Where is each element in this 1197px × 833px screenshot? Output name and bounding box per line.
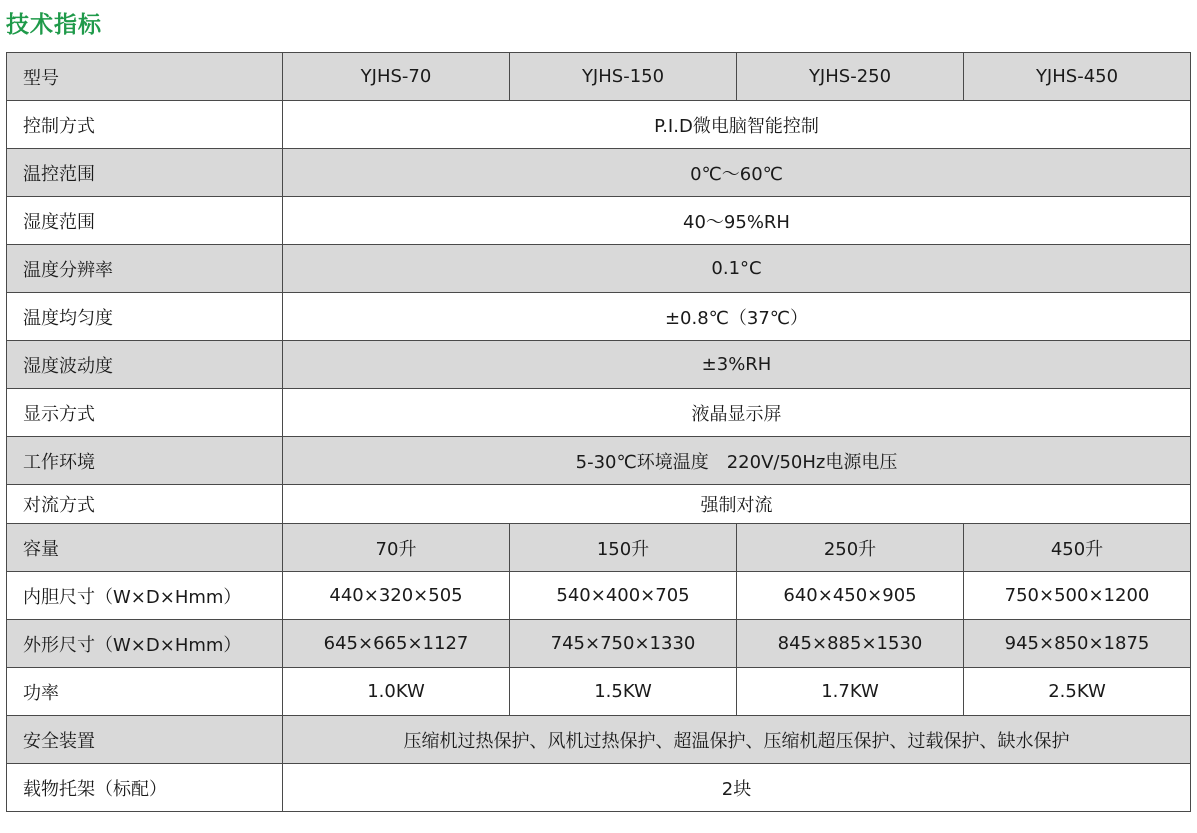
outer-size-cell: 845×885×1530 <box>737 620 964 668</box>
row-model <box>7 53 1191 101</box>
row-label: 内胆尺寸（W×D×Hmm） <box>7 572 283 620</box>
outer-size-cell: 745×750×1330 <box>510 620 737 668</box>
capacity-cell: 250升 <box>737 524 964 572</box>
inner-size-cell: 640×450×905 <box>737 572 964 620</box>
row-label: 工作环境 <box>7 437 283 485</box>
row-value: 0℃～60℃ <box>283 149 1191 197</box>
row-display-mode <box>7 389 1191 437</box>
power-cell: 1.0KW <box>283 668 510 716</box>
capacity-cell: 150升 <box>510 524 737 572</box>
row-value: 5-30℃环境温度 220V/50Hz电源电压 <box>283 437 1191 485</box>
row-label: 温度分辨率 <box>7 245 283 293</box>
row-temp-range <box>7 149 1191 197</box>
row-value: 0.1°C <box>283 245 1191 293</box>
outer-size-cell: 645×665×1127 <box>283 620 510 668</box>
row-value: 液晶显示屏 <box>283 389 1191 437</box>
row-label: 外形尺寸（W×D×Hmm） <box>7 620 283 668</box>
row-label: 功率 <box>7 668 283 716</box>
capacity-cell: 450升 <box>964 524 1191 572</box>
row-label: 控制方式 <box>7 101 283 149</box>
model-cell: YJHS-250 <box>737 53 964 101</box>
row-value: 40～95%RH <box>283 197 1191 245</box>
row-value: ±0.8℃（37℃） <box>283 293 1191 341</box>
row-working-environment <box>7 437 1191 485</box>
row-label: 对流方式 <box>7 485 283 524</box>
capacity-cell: 70升 <box>283 524 510 572</box>
row-temp-uniformity <box>7 293 1191 341</box>
row-label: 容量 <box>7 524 283 572</box>
row-label: 温度均匀度 <box>7 293 283 341</box>
inner-size-cell: 540×400×705 <box>510 572 737 620</box>
row-outer-size <box>7 620 1191 668</box>
row-value: ±3%RH <box>283 341 1191 389</box>
row-value: 压缩机过热保护、风机过热保护、超温保护、压缩机超压保护、过载保护、缺水保护 <box>283 716 1191 764</box>
model-cell: YJHS-70 <box>283 53 510 101</box>
row-value: P.I.D微电脑智能控制 <box>283 101 1191 149</box>
row-power <box>7 668 1191 716</box>
row-label: 载物托架（标配） <box>7 764 283 812</box>
power-cell: 1.5KW <box>510 668 737 716</box>
page-title: 技术指标 <box>6 12 102 38</box>
row-temp-resolution <box>7 245 1191 293</box>
row-capacity <box>7 524 1191 572</box>
inner-size-cell: 750×500×1200 <box>964 572 1191 620</box>
row-label: 湿度范围 <box>7 197 283 245</box>
row-value: 2块 <box>283 764 1191 812</box>
row-label: 湿度波动度 <box>7 341 283 389</box>
row-shelves <box>7 764 1191 812</box>
row-safety-devices <box>7 716 1191 764</box>
power-cell: 2.5KW <box>964 668 1191 716</box>
outer-size-cell: 945×850×1875 <box>964 620 1191 668</box>
row-humidity-fluctuation <box>7 341 1191 389</box>
row-convection-mode <box>7 485 1191 524</box>
model-cell: YJHS-450 <box>964 53 1191 101</box>
row-label: 安全装置 <box>7 716 283 764</box>
row-label: 显示方式 <box>7 389 283 437</box>
row-value: 强制对流 <box>283 485 1191 524</box>
power-cell: 1.7KW <box>737 668 964 716</box>
row-label: 温控范围 <box>7 149 283 197</box>
inner-size-cell: 440×320×505 <box>283 572 510 620</box>
row-humidity-range <box>7 197 1191 245</box>
row-label: 型号 <box>7 53 283 101</box>
row-control-mode <box>7 101 1191 149</box>
model-cell: YJHS-150 <box>510 53 737 101</box>
row-inner-size <box>7 572 1191 620</box>
spec-table <box>6 52 1191 812</box>
